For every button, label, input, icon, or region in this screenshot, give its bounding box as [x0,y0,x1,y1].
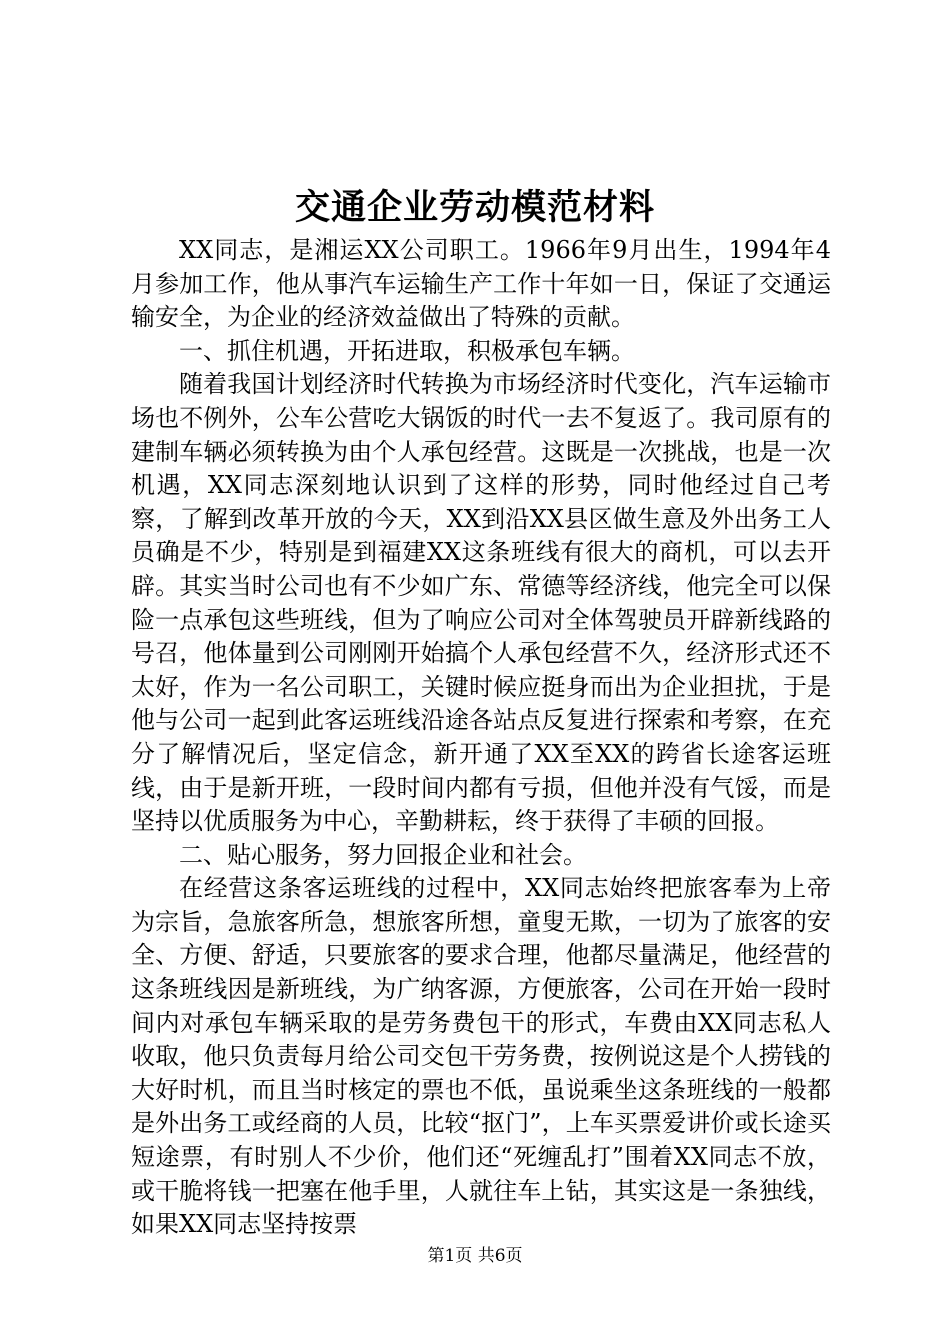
document-body [131,234,831,1242]
section-heading-1: 一、抓住机遇，开拓进取，积极承包车辆。 [179,336,635,365]
section-1-paragraph: 随着我国计划经济时代转换为市场经济时代变化，汽车运输市场也不例外，公车公营吃大锅饭的时代一去不复返了。我司原有的建制车辆必须转换为由个人承包经营。这既是一次挑战，也是一次机遇，XX同志深刻地认识到了这样的形势，同时他经过自己考察，了解到改革开放的今天，XX到沿XX县区做生意及外出务工人员确是不少，特别是到福建XX这条班线有很大的商机，可以去开辟。其实当时公司也有不少如广东、常德等经济线，他完全可以保险一点承包这些班线，但为了响应公司对全体驾驶员开辟新线路的号召，他体量到公司刚刚开始搞个人承包经营不久，经济形式还不太好，作为一名公司职工，关键时候应挺身而出为企业担扰，于是他与公司一起到此客运班线沿途各站点反复进行探索和考察，在充分了解情况后，坚定信念，新开通了XX至XX的跨省长途客运班线，由于是新开班，一段时间内都有亏损，但他并没有气馁，而是坚持以优质服务为中心，辛勤耕耘，终于获得了丰硕的回报。 [131,370,831,836]
section-2-paragraph: 在经营这条客运班线的过程中，XX同志始终把旅客奉为上帝为宗旨，急旅客所急，想旅客所想，童叟无欺，一切为了旅客的安全、方便、舒适，只要旅客的要求合理，他都尽量满足，他经营的这条班线因是新班线，为广纳客源，方便旅客，公司在开始一段时间内对承包车辆采取的是劳务费包干的形式，车费由XX同志私人收取，他只负责每月给公司交包干劳务费，按例说这是个人捞钱的大好时机，而且当时核定的票也不低，虽说乘坐这条班线的一般都是外出务工或经商的人员，比较“抠门”，上车买票爱讲价或长途买短途票，有时别人不少价，他们还“死缠乱打”围着XX同志不放，或干脆将钱一把塞在他手里，人就往车上钻，其实这是一条独线，如果XX同志坚持按票 [131,874,831,1239]
document-title: 交通企业劳动模范材料 [294,187,655,228]
page-footer: 第1页 共6页 [427,1246,523,1266]
intro-paragraph: XX同志，是湘运XX公司职工。1966年9月出生，1994年4月参加工作，他从事汽车运输生产工作十年如一日，保证了交通运输安全，为企业的经济效益做出了特殊的贡献。 [131,236,831,332]
section-heading-2: 二、贴心服务，努力回报企业和社会。 [179,840,587,869]
